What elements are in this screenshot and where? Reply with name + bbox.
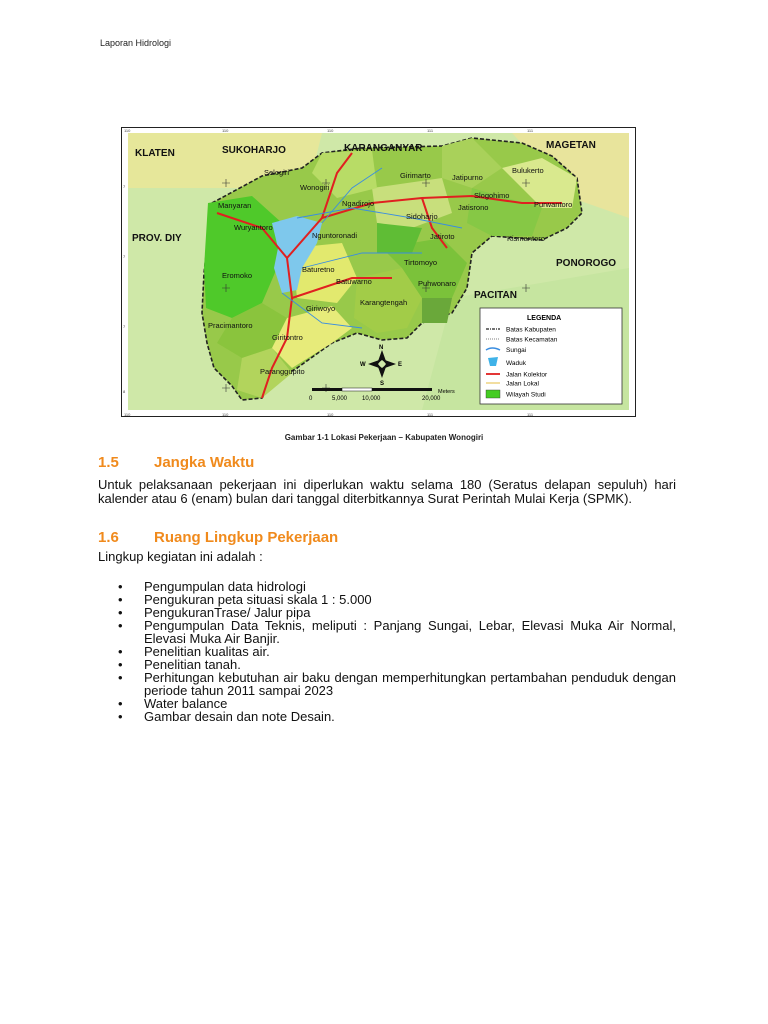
kec-tirtomoyo: Tirtomoyo	[404, 258, 438, 267]
bullet-icon: •	[118, 605, 123, 620]
kec-eromoko: Eromoko	[222, 271, 253, 280]
section-title-ruang-lingkup: Ruang Lingkup Pekerjaan	[154, 529, 339, 546]
kec-purwantoro: Purwantoro	[534, 200, 573, 209]
svg-text:5,000: 5,000	[332, 396, 348, 402]
region-klaten: KLATEN	[135, 148, 175, 159]
section-1-6-intro: Lingkup kegiatan ini adalah :	[98, 549, 263, 564]
kec-giritontro: Giritontro	[272, 333, 303, 342]
kec-pracimantoro: Pracimantoro	[208, 321, 253, 330]
map-legend	[480, 308, 622, 404]
svg-text:W: W	[360, 362, 366, 368]
kec-giriwoyo: Giriwoyo	[306, 304, 336, 313]
kec-slogohimo: Slogohimo	[474, 191, 510, 200]
kec-jatipurno: Jatipurno	[452, 173, 483, 182]
kec-karangtengah: Karangtengah	[360, 298, 408, 307]
svg-text:E: E	[398, 362, 403, 368]
coord-bottom-3: 110	[327, 412, 334, 416]
coord-top-4: 111	[427, 128, 434, 133]
kec-selogiri: Selogiri	[264, 168, 290, 177]
kec-ngadirojo: Ngadirojo	[342, 199, 375, 208]
kec-manyaran: Manyaran	[218, 201, 252, 210]
list-item: • Pengumpulan Data Teknis, meliputi : Panjang Sungai, Lebar, Elevasi Muka Air Normal, Elevasi Muka Air Banjir.	[118, 618, 676, 646]
coord-left-1: 7	[123, 184, 126, 189]
kec-baturetno: Baturetno	[302, 265, 335, 274]
kec-sidoharjo: Sidoharjo	[406, 212, 438, 221]
region-sukoharjo: SUKOHARJO	[222, 145, 286, 156]
coord-bottom-4: 111	[427, 412, 434, 416]
list-item: • Water balance	[118, 696, 228, 711]
coord-top-1: 110	[124, 128, 131, 133]
coord-top-3: 110	[327, 128, 334, 133]
bullet-icon: •	[118, 709, 123, 724]
list-item: • Penelitian tanah.	[118, 657, 241, 672]
coord-top-5: 111	[527, 128, 534, 133]
svg-text:Batas Kecamatan: Batas Kecamatan	[506, 336, 558, 344]
section-title-jangka-waktu: Jangka Waktu	[154, 454, 255, 471]
list-item: • PengukuranTrase/ Jalur pipa	[118, 605, 311, 620]
coord-top-2: 110	[222, 128, 229, 133]
section-number-1-6: 1.6	[98, 529, 119, 546]
svg-text:LEGENDA: LEGENDA	[527, 315, 562, 322]
kec-paranggupito: Paranggupito	[260, 367, 305, 376]
kec-wuryantoro: Wuryantoro	[234, 223, 273, 232]
kec-puhwonaro: Puhwonaro	[418, 279, 456, 288]
location-map	[121, 127, 636, 417]
coord-bottom-5: 111	[527, 412, 534, 416]
section-1-5-body: Untuk pelaksanaan pekerjaan ini diperlukan waktu selama 180 (Seratus delapan sepuluh) hari kalender atau 6 (enam) bulan dari tanggal diterbitkannya Surat Perintah Mulai Kerja (SPMK).	[98, 477, 676, 506]
kec-kismantoro: Kismantoro	[507, 234, 545, 243]
coord-left-2: 7	[123, 254, 126, 259]
kec-bulukerto: Bulukerto	[512, 166, 544, 175]
coord-bottom-2: 110	[222, 412, 229, 416]
bullet-icon: •	[118, 579, 123, 594]
kec-jatisrono: Jatisrono	[458, 203, 489, 212]
svg-text:Waduk: Waduk	[506, 360, 526, 367]
region-pacitan: PACITAN	[474, 290, 517, 301]
svg-text:N: N	[379, 345, 384, 351]
bullet-icon: •	[118, 696, 123, 711]
figure-caption: Gambar 1-1 Lokasi Pekerjaan – Kabupaten Wonogiri	[284, 433, 484, 442]
region-karanganyar: KARANGANYAR	[344, 143, 423, 154]
bullet-icon: •	[118, 657, 123, 672]
bullet-icon: •	[118, 644, 123, 659]
svg-text:Jalan Kolektor: Jalan Kolektor	[506, 371, 548, 379]
svg-text:0: 0	[309, 396, 313, 402]
section-number-1-5: 1.5	[98, 454, 119, 471]
kec-wonogiri: Wonogiri	[300, 183, 330, 192]
svg-text:S: S	[380, 381, 385, 387]
kec-nguntoronadi: Nguntoronadi	[312, 231, 358, 240]
bullet-icon: •	[118, 592, 123, 607]
list-item: • Penelitian kualitas air.	[118, 644, 270, 659]
svg-text:10,000: 10,000	[362, 396, 381, 402]
svg-text:Sungai: Sungai	[506, 347, 527, 354]
list-item: • Pengukuran peta situasi skala 1 : 5.000	[118, 592, 372, 607]
coord-left-3: 7	[123, 324, 126, 329]
svg-text:20,000: 20,000	[422, 396, 441, 402]
bullet-icon: •	[118, 618, 123, 633]
region-magetan: MAGETAN	[546, 140, 596, 151]
bullet-icon: •	[118, 670, 123, 685]
list-item: • Pengumpulan data hidrologi	[118, 579, 306, 594]
list-item: • Gambar desain dan note Desain.	[118, 709, 335, 724]
page-header: Laporan Hidrologi	[100, 38, 172, 48]
svg-text:Wilayah Studi: Wilayah Studi	[506, 391, 546, 399]
kec-batuwarno: Batuwarno	[336, 277, 372, 286]
svg-text:Jalan Lokal: Jalan Lokal	[506, 380, 539, 388]
svg-text:Batas Kabupaten: Batas Kabupaten	[506, 326, 556, 334]
svg-text:Meters: Meters	[438, 389, 455, 395]
kec-girimarto: Girimarto	[400, 171, 431, 180]
kec-jatiroto: Jatiroto	[430, 232, 455, 241]
region-prov-diy: PROV. DIY	[132, 233, 182, 244]
region-ponorogo: PONOROGO	[556, 258, 617, 269]
coord-bottom-1: 110	[124, 412, 131, 416]
list-item: • Perhitungan kebutuhan air baku dengan memperhitungkan pertambahan penduduk dengan periode tahun 2011 sampai 2023	[118, 670, 676, 698]
coord-left-4: 8	[123, 389, 126, 394]
scope-list	[98, 580, 676, 723]
